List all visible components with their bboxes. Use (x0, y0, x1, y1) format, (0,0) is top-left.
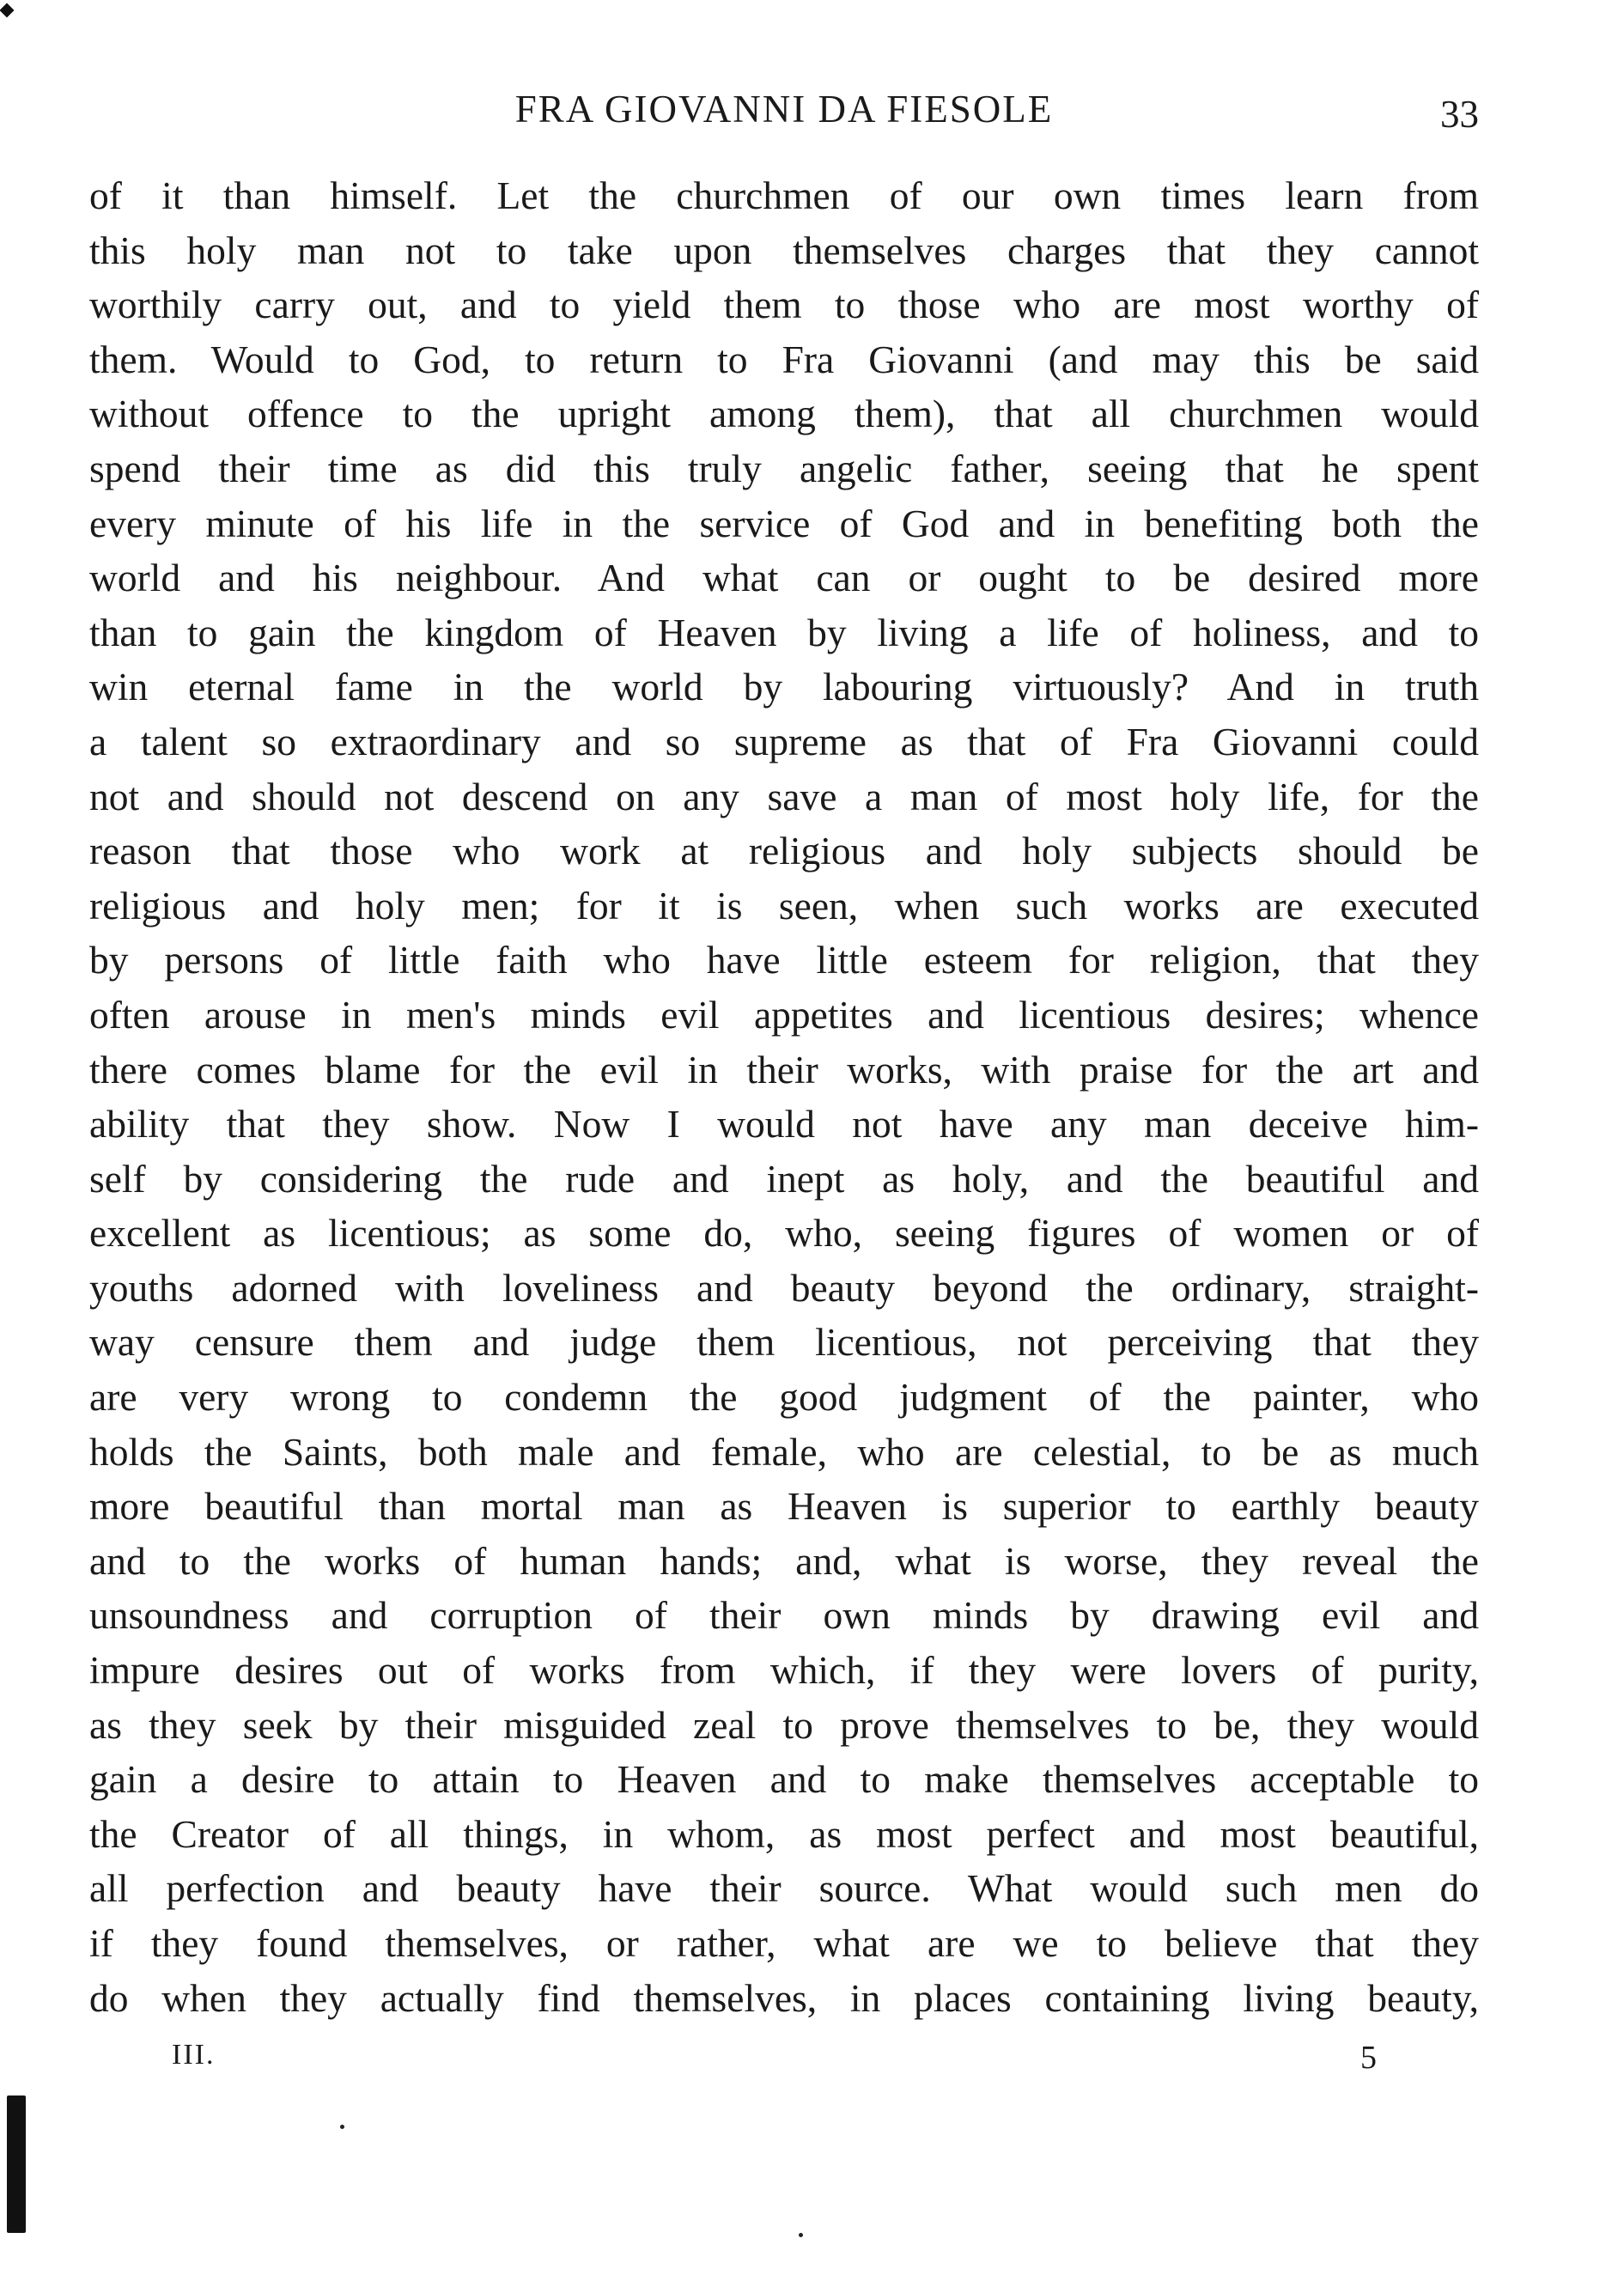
text-line: spend their time as did this truly angelic father, seeing that he spent (89, 446, 1479, 490)
signature-number: 5 (1360, 2040, 1377, 2076)
body-text (89, 168, 1479, 2025)
text-line: are very wrong to condemn the good judgment of the painter, who (89, 1375, 1479, 1420)
text-line: self by considering the rude and inept as holy, and the beautiful and (89, 1156, 1479, 1201)
text-line: do when they actually find themselves, in places containing living beauty, (89, 1975, 1479, 2020)
text-line: gain a desire to attain to Heaven and to make themselves acceptable to (89, 1757, 1479, 1802)
text-line: holds the Saints, both male and female, who are celestial, to be as much (89, 1429, 1479, 1474)
text-line: ability that they show. Now I would not have any man deceive him- (89, 1102, 1479, 1147)
page-number: 33 (1440, 93, 1479, 136)
text-line: not and should not descend on any save a man of most holy life, for the (89, 774, 1479, 818)
scan-artifact-bar (7, 2095, 26, 2233)
text-line: without offence to the upright among them), that all churchmen would (89, 392, 1479, 436)
text-line: reason that those who work at religious and holy subjects should be (89, 829, 1479, 873)
text-line: religious and holy men; for it is seen, when such works are executed (89, 883, 1479, 928)
page-header (89, 79, 1479, 139)
text-line: impure desires out of works from which, if they were lovers of purity, (89, 1648, 1479, 1693)
text-line: often arouse in men's minds evil appetites and licentious desires; whence (89, 992, 1479, 1037)
text-line: worthily carry out, and to yield them to those who are most worthy of (89, 283, 1479, 327)
text-line: them. Would to God, to return to Fra Giovanni (and may this be said (89, 337, 1479, 381)
text-line: all perfection and beauty have their source. What would such men do (89, 1866, 1479, 1911)
text-line: as they seek by their misguided zeal to prove themselves to be, they would (89, 1702, 1479, 1747)
running-title: FRA GIOVANNI DA FIESOLE (514, 88, 1054, 131)
text-line: a talent so extraordinary and so supreme as that of Fra Giovanni could (89, 719, 1479, 763)
text-line: than to gain the kingdom of Heaven by living a life of holiness, and to (89, 610, 1479, 654)
text-line: youths adorned with loveliness and beauty beyond the ordinary, straight- (89, 1265, 1479, 1310)
text-line: by persons of little faith who have little esteem for religion, that they (89, 938, 1479, 982)
scan-artifact-speck (340, 2125, 344, 2129)
text-line: there comes blame for the evil in their works, with praise for the art and (89, 1047, 1479, 1092)
text-line: the Creator of all things, in whom, as most perfect and most beautiful, (89, 1811, 1479, 1856)
text-line: world and his neighbour. And what can or ought to be desired more (89, 556, 1479, 600)
scan-artifact-mark (0, 3, 14, 18)
text-line: excellent as licentious; as some do, who, seeing figures of women or of (89, 1211, 1479, 1256)
text-line: and to the works of human hands; and, what is worse, they reveal the (89, 1538, 1479, 1583)
text-line: every minute of his life in the service of God and in benefiting both the (89, 501, 1479, 545)
scan-artifact-speck (799, 2233, 803, 2237)
text-line: this holy man not to take upon themselves charges that they cannot (89, 228, 1479, 272)
text-line: if they found themselves, or rather, what are we to believe that they (89, 1921, 1479, 1965)
text-line: way censure them and judge them licentious, not perceiving that they (89, 1320, 1479, 1365)
text-line: unsoundness and corruption of their own minds by drawing evil and (89, 1593, 1479, 1638)
text-line: more beautiful than mortal man as Heaven is superior to earthly beauty (89, 1484, 1479, 1529)
text-line: of it than himself. Let the churchmen of our own times learn from (89, 173, 1479, 217)
text-line: win eternal fame in the world by labouring virtuously? And in truth (89, 665, 1479, 709)
signature-mark: III. (172, 2039, 216, 2071)
